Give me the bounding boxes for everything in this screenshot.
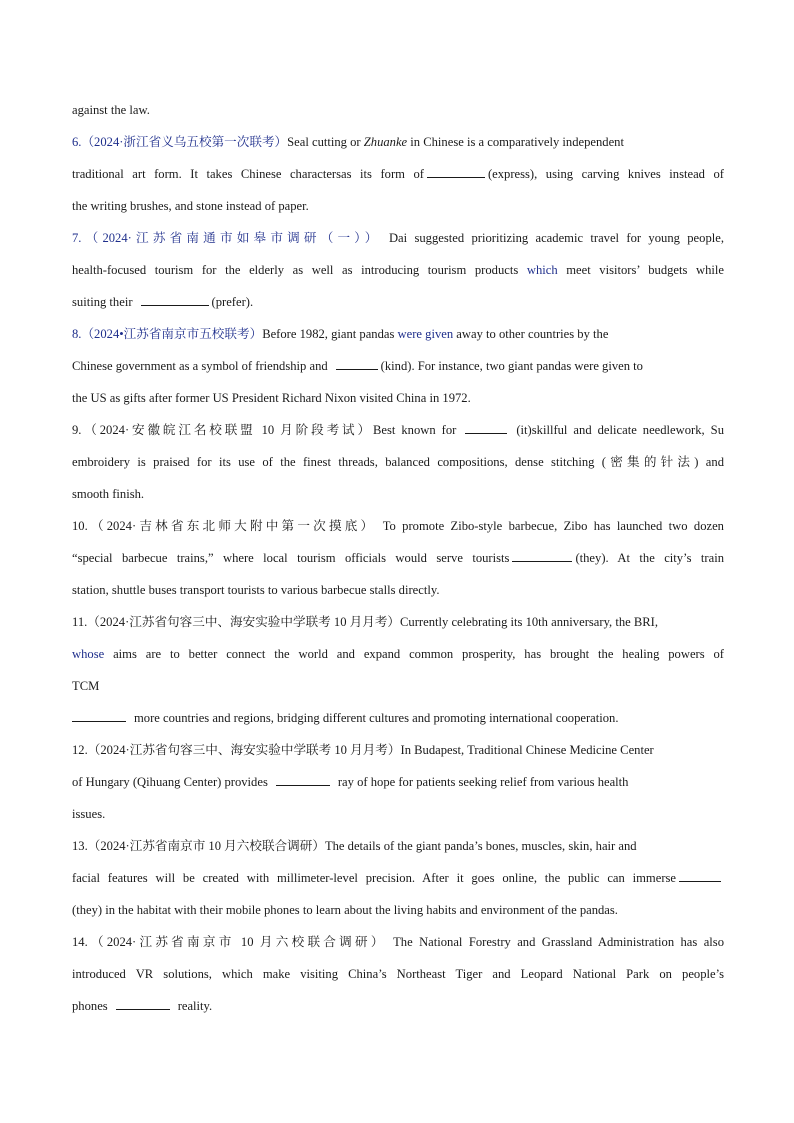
- question-source: （2024·江苏省句容三中、海安实验中学联考 10 月月考）: [87, 743, 401, 757]
- question-10-line-2: [72, 542, 724, 574]
- answer-blank[interactable]: [427, 165, 485, 178]
- question-10-line-3: station, shuttle buses transport tourists to various barbecue stalls directly.: [72, 583, 440, 597]
- question-source: （2024•江苏省南京市五校联考）: [81, 327, 263, 341]
- answer-blank[interactable]: [679, 869, 721, 882]
- question-text: reality.: [177, 999, 213, 1013]
- question-text: Before 1982, giant pandas: [262, 327, 398, 341]
- question-text: health-focused tourism for the elderly as well as introducing tourism products: [72, 263, 527, 277]
- keyword: were given: [397, 327, 454, 341]
- question-text: away to other countries by the: [453, 327, 609, 341]
- question-11-line-2: [72, 638, 724, 670]
- question-11-line-3: TCM: [72, 679, 100, 693]
- answer-blank[interactable]: [465, 421, 507, 434]
- hint-text: (prefer).: [211, 295, 254, 309]
- question-number: 14.: [72, 935, 88, 949]
- question-text: facial features will be created with millimeter-level precision. After it goes online, the public can immerse: [72, 871, 676, 885]
- question-13-line-1: [72, 830, 637, 862]
- question-5-tail: against the law.: [72, 103, 150, 117]
- question-9-line-3: smooth finish.: [72, 487, 145, 501]
- question-14-line-3: [72, 990, 212, 1022]
- hint-text: (express), using carving knives instead of: [487, 167, 724, 181]
- question-9-line-2: embroidery is praised for its use of the finest threads, balanced compositions, dense stitching (密集的针法) and: [72, 455, 724, 469]
- question-number: 7.: [72, 231, 82, 245]
- question-7-line-3: [72, 286, 253, 318]
- question-text: “special barbecue trains,” where local tourism officials would serve tourists: [72, 551, 510, 565]
- question-number: 8.: [72, 327, 82, 341]
- answer-blank[interactable]: [141, 293, 209, 306]
- hint-text: (it)skillful and delicate needlework, Su: [516, 423, 724, 437]
- question-13-line-3: (they) in the habitat with their mobile phones to learn about the living habits and environment of the pandas.: [72, 903, 618, 917]
- question-12-line-2: [72, 766, 628, 798]
- question-text: Best known for: [372, 423, 457, 437]
- question-11-line-1: [72, 606, 658, 638]
- question-text: of Hungary (Qihuang Center) provides: [72, 775, 268, 789]
- question-6-line-3: the writing brushes, and stone instead of paper.: [72, 199, 309, 213]
- question-number: 12.: [72, 743, 88, 757]
- question-text: Currently celebrating its 10th anniversary, the BRI,: [400, 615, 659, 629]
- question-text: more countries and regions, bridging different cultures and promoting international cooperation.: [134, 711, 619, 725]
- question-number: 6.: [72, 135, 82, 149]
- question-source: （2024·江苏省南通市如皋市调研（一））: [81, 231, 382, 245]
- question-number: 13.: [72, 839, 88, 853]
- question-7-line-1: [72, 222, 724, 254]
- hint-text: (they). At the city’s train: [575, 551, 724, 565]
- answer-blank[interactable]: [72, 709, 126, 722]
- question-source: （2024·安徽皖江名校联盟 10 月阶段考试）: [81, 423, 373, 437]
- question-10-line-1: [72, 510, 724, 542]
- question-source: （2024·浙江省义乌五校第一次联考）: [81, 135, 288, 149]
- question-8-line-1: [72, 318, 608, 350]
- question-8-line-3: the US as gifts after former US President Richard Nixon visited China in 1972.: [72, 391, 471, 405]
- question-text: phones: [72, 999, 108, 1013]
- question-number: 9.: [72, 423, 82, 437]
- question-7-line-2: [72, 254, 724, 286]
- question-text: traditional art form. It takes Chinese charactersas its form of: [72, 167, 424, 181]
- keyword: whose: [72, 647, 105, 661]
- question-text: The National Forestry and Grassland Administration has also: [393, 935, 724, 949]
- question-source: （2024·吉林省东北师大附中第一次摸底）: [87, 519, 377, 533]
- italic-term: Zhuanke: [363, 135, 408, 149]
- question-text: ray of hope for patients seeking relief from various health: [337, 775, 629, 789]
- question-source: （2024·江苏省句容三中、海安实验中学联考 10 月月考）: [87, 615, 401, 629]
- question-source: （2024·江苏省南京市 10 月六校联合调研）: [87, 935, 387, 949]
- question-text: Dai suggested prioritizing academic travel for young people,: [388, 231, 724, 245]
- question-text: To promote Zibo-style barbecue, Zibo has launched two dozen: [382, 519, 724, 533]
- question-13-line-2: [72, 862, 724, 894]
- question-12-line-1: [72, 734, 654, 766]
- question-text: The details of the giant panda’s bones, muscles, skin, hair and: [324, 839, 637, 853]
- question-text: meet visitors’ budgets while: [557, 263, 725, 277]
- answer-blank[interactable]: [116, 997, 170, 1010]
- question-text: Chinese government as a symbol of friendship and: [72, 359, 328, 373]
- question-6-line-1: [72, 126, 624, 158]
- question-number: 10.: [72, 519, 88, 533]
- question-12-line-3: issues.: [72, 807, 106, 821]
- question-source: （2024·江苏省南京市 10 月六校联合调研）: [87, 839, 325, 853]
- hint-text: (kind). For instance, two giant pandas were given to: [380, 359, 643, 373]
- answer-blank[interactable]: [276, 773, 330, 786]
- question-text: aims are to better connect the world and expand common prosperity, has brought the healing powers of: [104, 647, 724, 661]
- question-text: In Budapest, Traditional Chinese Medicine Center: [400, 743, 654, 757]
- keyword: which: [526, 263, 558, 277]
- question-text: suiting their: [72, 295, 133, 309]
- question-11-line-4: [72, 702, 619, 734]
- answer-blank[interactable]: [336, 357, 378, 370]
- question-14-line-2: introduced VR solutions, which make visiting China’s Northeast Tiger and Leopard National Park on people’s: [72, 967, 724, 981]
- question-9-line-1: [72, 414, 724, 446]
- question-number: 11.: [72, 615, 88, 629]
- question-6-line-2: [72, 158, 724, 190]
- question-8-line-2: [72, 350, 643, 382]
- question-text: in Chinese is a comparatively independent: [407, 135, 624, 149]
- answer-blank[interactable]: [512, 549, 572, 562]
- question-14-line-1: [72, 926, 724, 958]
- question-text: Seal cutting or: [287, 135, 364, 149]
